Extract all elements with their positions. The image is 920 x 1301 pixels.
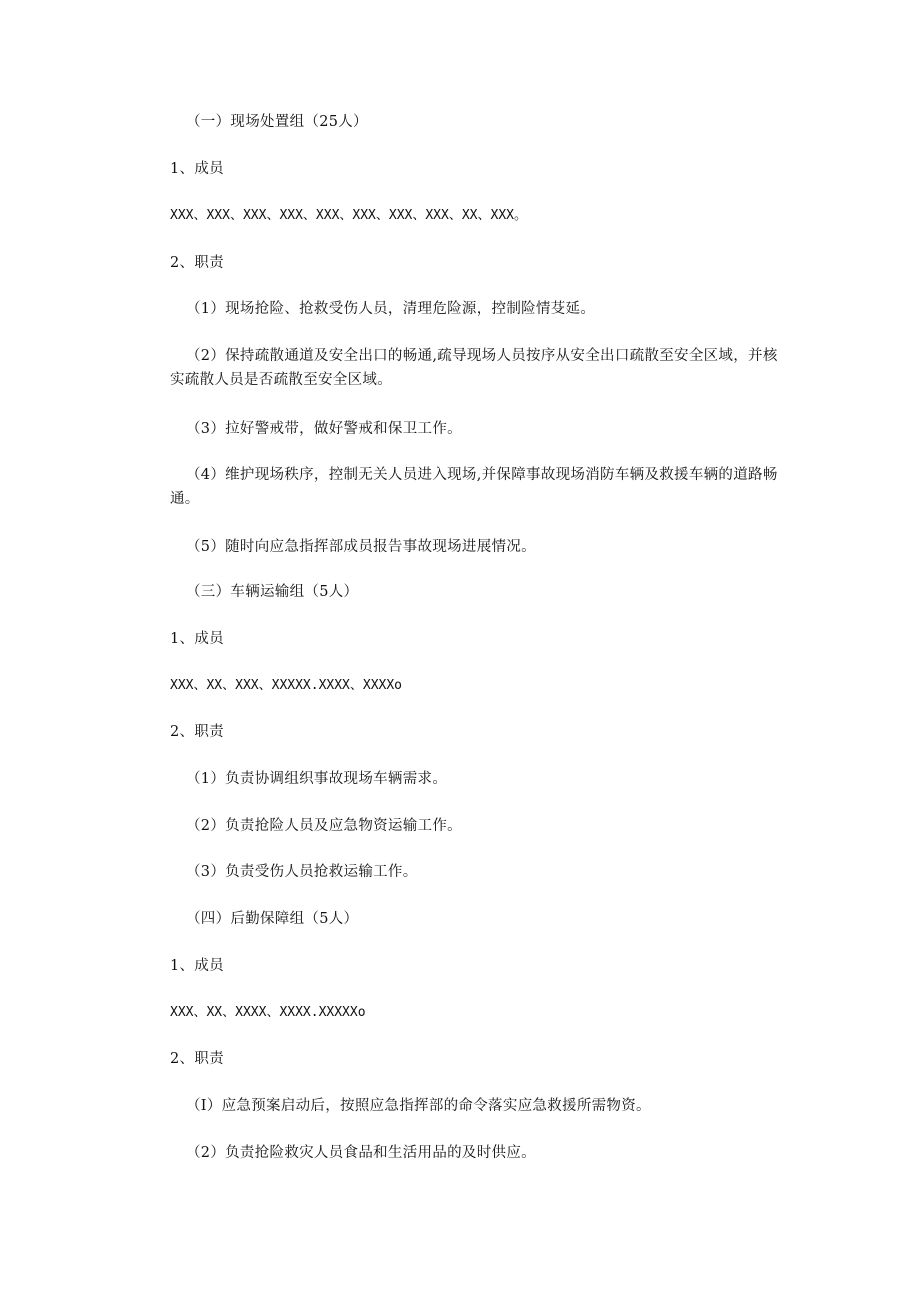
members-label: 1、成员	[170, 631, 224, 647]
duty-item: （2）负责抢险人员及应急物资运输工作。	[186, 818, 462, 834]
members-list: XXX、XX、XXX、XXXXX.XXXX、XXXXo	[170, 678, 403, 693]
duty-item: （I）应急预案启动后，按照应急指挥部的命令落实应急救援所需物资。	[186, 1098, 651, 1114]
duty-item: （4）维护现场秩序，控制无关人员进入现场,并保障事故现场消防车辆及救援车辆的道路畅通。	[170, 467, 778, 507]
duty-item: （3）负责受伤人员抢救运输工作。	[186, 864, 418, 880]
members-label: 1、成员	[170, 161, 224, 177]
section-title-logistics: （四）后勤保障组（5人）	[186, 911, 359, 927]
members-list: XXX、XXX、XXX、XXX、XXX、XXX、XXX、XXX、XX、XXX。	[170, 208, 527, 223]
duties-label: 2、职责	[170, 255, 224, 271]
section-title-scene-disposal: （一）现场处置组（25人）	[186, 114, 368, 130]
duty-item: （1）负责协调组织事故现场车辆需求。	[186, 771, 448, 787]
duty-item: （3）拉好警戒带，做好警戒和保卫工作。	[186, 421, 462, 437]
duty-item: （2）保持疏散通道及安全出口的畅通,疏导现场人员按序从安全出口疏散至安全区域，并核实疏散人员是否疏散至安全区域。	[170, 348, 778, 388]
duties-label: 2、职责	[170, 724, 224, 740]
members-list: XXX、XX、XXXX、XXXX.XXXXXo	[170, 1005, 366, 1020]
members-label: 1、成员	[170, 958, 224, 974]
duty-item: （2）负责抢险救灾人员食品和生活用品的及时供应。	[186, 1145, 536, 1161]
duty-item: （1）现场抢险、抢救受伤人员，清理危险源，控制险情芟延。	[186, 301, 596, 317]
duty-item: （5）随时向应急指挥部成员报告事故现场进展情况。	[186, 539, 536, 555]
section-title-vehicle-transport: （三）车辆运输组（5人）	[186, 584, 359, 600]
duties-label: 2、职责	[170, 1051, 224, 1067]
